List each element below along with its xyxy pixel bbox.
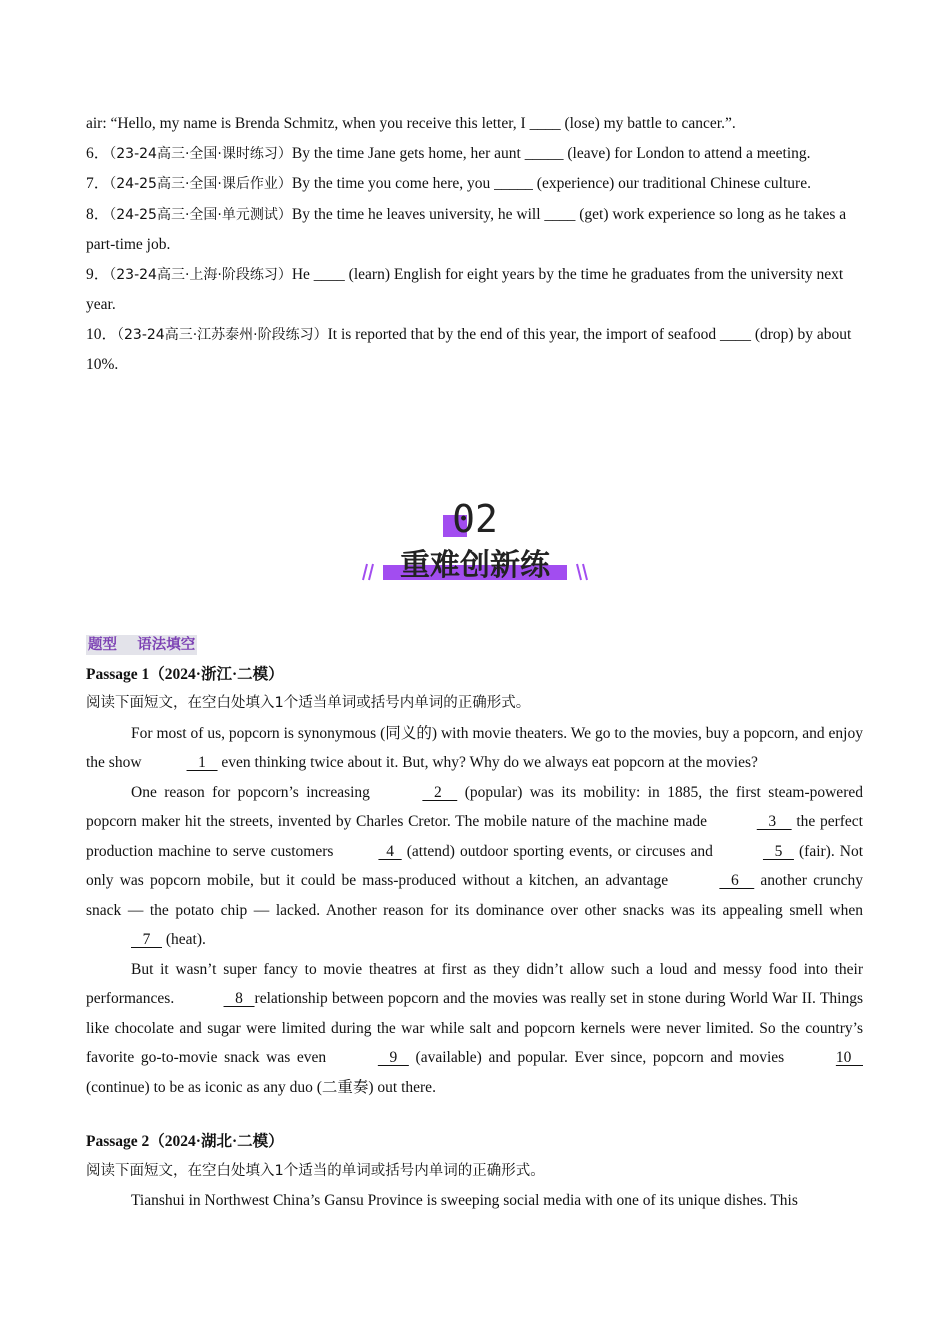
exercise-text: By the time he leaves university, he will ____ (get) work experience so long as he takes a part-time job.	[86, 205, 847, 253]
exercise-number: 7．	[86, 175, 110, 192]
section-label-row	[86, 630, 863, 660]
passage-1-paragraph-3	[86, 955, 863, 1103]
paragraph-text: (fair). Not only was popcorn mobile, but it could be mass-produced without a kitchen, an advantage	[86, 842, 863, 889]
banner-left-slashes	[363, 564, 373, 580]
paragraph-text: another crunchy snack — the potato chip — lacked. Another reason for its dominance over other snacks was its appealing smell when	[86, 872, 864, 919]
paragraph-text: even thinking twice about it. But, why? Why do we always eat popcorn at the movies?	[217, 754, 758, 771]
paragraph-text: (attend) outdoor sporting events, or circuses and	[401, 842, 718, 860]
blank-6: 6	[719, 872, 755, 889]
exercise-text: By the time Jane gets home, her aunt _____ (leave) for London to attend a meeting.	[291, 144, 811, 162]
passage-1-paragraph-2	[86, 778, 863, 955]
passage-2-paragraph-1: Tianshui in Northwest China’s Gansu Province is sweeping social media with one of its unique dishes. This	[131, 1192, 798, 1209]
blank-9: 9	[377, 1049, 409, 1066]
exercise-text: By the time you come here, you _____ (experience) our traditional Chinese culture.	[291, 175, 811, 192]
paragraph-text: But it wasn’t super fancy to movie theatres at first as they didn’t allow such a loud and messy food into their performances.	[86, 960, 863, 1007]
exercise-5-continuation: air: “Hello, my name is Brenda Schmitz, when you receive this letter, I ____ (lose) my battle to cancer.”.	[86, 115, 736, 132]
exercise-number: 6．	[86, 144, 110, 162]
exercise-item	[86, 260, 863, 320]
section-banner	[355, 495, 595, 590]
exercise-source: （23-24高三·全国·课时练习）	[109, 145, 292, 162]
blank-7: 7	[131, 931, 162, 948]
exercise-text: It is reported that by the end of this year, the import of seafood ____ (drop) by about 10%.	[86, 325, 852, 373]
exercise-source: （23-24高三·江苏泰州·阶段练习）	[117, 326, 328, 343]
paragraph-text: One reason for popcorn’s increasing	[131, 783, 378, 801]
section-label: 题型 语法填空	[88, 637, 196, 653]
banner-graphic	[355, 495, 595, 590]
exercise-item	[86, 169, 863, 200]
passage-2-instruction: 阅读下面短文，在空白处填入1个适当的单词或括号内单词的正确形式。	[86, 1162, 545, 1179]
paragraph-text: (popular) was its mobility: in 1885, the first steam-powered popcorn maker hit the streets, invented by Charles Cretor. The mobile nature of the machine made	[86, 783, 863, 830]
passage-2-heading: Passage 2（2024·湖北·二模）	[86, 1133, 284, 1150]
exercise-item	[86, 139, 863, 170]
blank-2: 2	[422, 783, 458, 801]
blank-4: 4	[378, 842, 402, 860]
exercise-item	[86, 320, 863, 380]
exercise-item	[86, 200, 863, 260]
exercise-number: 8．	[86, 205, 110, 223]
passage-2-section	[86, 1127, 863, 1216]
exercise-text: He ____ (learn) English for eight years by the time he graduates from the university next year.	[86, 265, 844, 313]
paragraph-text: (continue) to be as iconic as any duo (二重奏) out there.	[86, 1078, 436, 1096]
blank-10: 10	[835, 1049, 863, 1066]
grammar-fill-section	[86, 630, 863, 1102]
paragraph-text: (heat).	[162, 931, 206, 948]
passage-1-instruction: 阅读下面短文，在空白处填入1个适当单词或括号内单词的正确形式。	[86, 695, 531, 711]
paragraph-text: the perfect production machine to serve customers	[86, 813, 863, 860]
blank-3: 3	[756, 813, 792, 830]
exercise-source: （23-24高三·上海·阶段练习）	[109, 266, 292, 283]
paragraph-text: For most of us, popcorn is synonymous (同义的) with movie theaters. We go to the movies, buy a popcorn, and enjoy the show	[86, 724, 863, 771]
exercise-number: 9．	[86, 265, 110, 283]
exercise-number: 10．	[86, 325, 118, 343]
paragraph-text: relationship between popcorn and the movies was really set in stone during World War II. Things like chocolate and sugar were limited during the war while salt and popcorn kernels were never limited. So the country’s favorite go-to-movie snack was even	[86, 990, 863, 1066]
banner-right-slashes	[577, 564, 587, 580]
passage-1-paragraph-1	[86, 719, 863, 778]
exercise-list	[86, 109, 863, 380]
blank-1: 1	[186, 754, 218, 771]
blank-8: 8	[223, 990, 255, 1007]
blank-5: 5	[762, 842, 794, 860]
exercise-source: （24-25高三·全国·单元测试）	[109, 206, 292, 223]
paragraph-text: (available) and popular. Ever since, popcorn and movies	[408, 1049, 791, 1066]
banner-number: 02	[452, 497, 498, 541]
passage-1-heading: Passage 1（2024·浙江·二模）	[86, 665, 284, 683]
exercise-source: （24-25高三·全国·课后作业）	[109, 176, 292, 192]
banner-title: 重难创新练	[400, 548, 550, 583]
